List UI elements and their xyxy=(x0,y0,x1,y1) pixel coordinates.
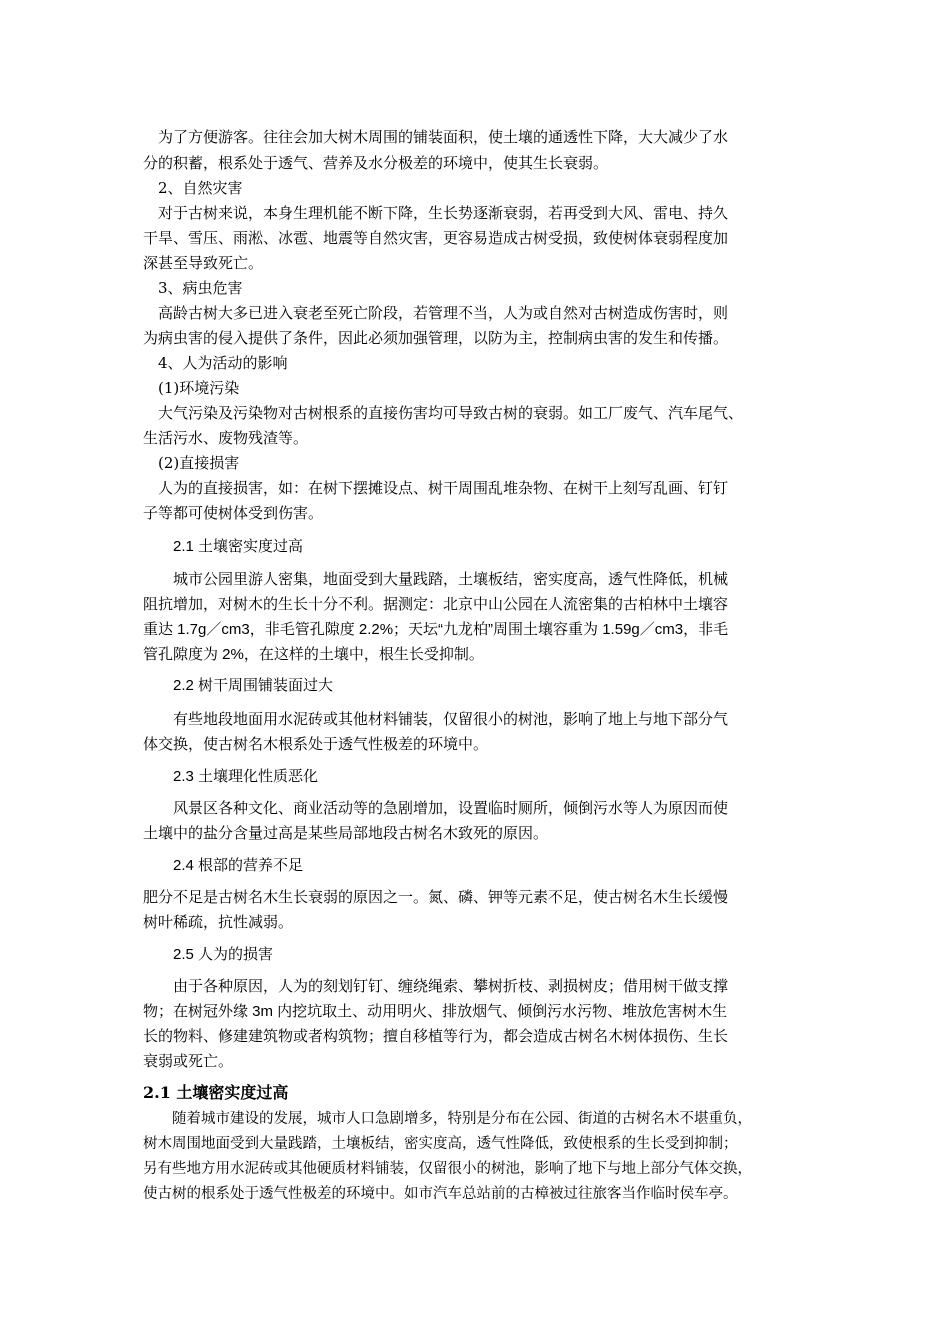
section-heading: 2、自然灾害 xyxy=(143,179,243,197)
text-line: 城市公园里游人密集，地面受到大量践踏，土壤板结，密实度高，透气性降低，机械 xyxy=(143,571,729,588)
text-line: 阻抗增加，对树木的生长十分不利。据测定：北京中山公园在人流密集的古柏林中土壤容 xyxy=(143,596,729,613)
subsection-heading: (1)环境污染 xyxy=(143,379,240,397)
section-heading: 2.1 土壤密实度过高 xyxy=(143,538,304,555)
text-line: 子等都可使树体受到伤害。 xyxy=(143,504,324,522)
text-line: 衰弱或死亡。 xyxy=(143,1053,234,1070)
section-heading: 2.2 树干周围铺装面过大 xyxy=(143,677,334,694)
text-line: 使古树的根系处于透气性极差的环境中。如市汽车总站前的古樟被过往旅客当作临时侯车亭。 xyxy=(143,1186,738,1202)
text-line: 对于古树来说，本身生理机能不断下降，生长势逐渐衰弱，若再受到大风、雷电、持久 xyxy=(143,204,729,222)
text-line: 由于各种原因，人为的刻划钉钉、缠绕绳索、攀树折枝、剥损树皮；借用树干做支撑 xyxy=(143,978,729,995)
text-line: 管孔隙度为 2%，在这样的土壤中，根生长受抑制。 xyxy=(143,646,484,663)
text-line: 为病虫害的侵入提供了条件，因此必须加强管理，以防为主，控制病虫害的发生和传播。 xyxy=(143,329,729,347)
text-line: 为了方便游客。往往会加大树木周围的铺装面积，使土壤的通透性下降，大大减少了水 xyxy=(143,128,729,146)
text-line: 高龄古树大多已进入衰老至死亡阶段，若管理不当，人为或自然对古树造成伤害时，则 xyxy=(143,304,729,322)
text-line: 体交换，使古树名木根系处于透气性极差的环境中。 xyxy=(143,736,489,753)
text-line: 肥分不足是古树名木生长衰弱的原因之一。氮、磷、钾等元素不足，使古树名木生长缓慢 xyxy=(143,889,729,906)
section-heading: 4、人为活动的影响 xyxy=(143,354,288,372)
text-line: 深甚至导致死亡。 xyxy=(143,254,264,272)
text-line: 随着城市建设的发展，城市人口急剧增多，特别是分布在公园、街道的古树名木不堪重负， xyxy=(143,1111,752,1127)
subsection-heading: (2)直接损害 xyxy=(143,454,240,472)
text-line: 土壤中的盐分含量过高是某些局部地段古树名木致死的原因。 xyxy=(143,825,549,842)
text-line: 人为的直接损害，如：在树下摆摊设点、树干周围乱堆杂物、在树干上刻写乱画、钉钉 xyxy=(143,479,729,497)
section-heading: 2.3 土壤理化性质恶化 xyxy=(143,768,319,785)
text-line: 重达 1.7g／cm3，非毛管孔隙度 2.2%；天坛“九龙柏”周围土壤容重为 1.59g／cm3，非毛 xyxy=(143,621,729,638)
section-heading: 3、病虫危害 xyxy=(143,279,243,297)
text-line: 树木周围地面受到大量践踏，土壤板结，密实度高，透气性降低，致使根系的生长受到抑制； xyxy=(143,1136,738,1152)
text-line: 干旱、雪压、雨淞、冰雹、地震等自然灾害，更容易造成古树受损，致使树体衰弱程度加 xyxy=(143,229,729,247)
text-line: 生活污水、废物残渣等。 xyxy=(143,429,309,447)
bold-section-heading: 2.1 土壤密实度过高 xyxy=(143,1083,289,1102)
text-line: 树叶稀疏，抗性减弱。 xyxy=(143,914,294,931)
text-line: 有些地段地面用水泥砖或其他材料铺装，仅留很小的树池，影响了地上与地下部分气 xyxy=(143,711,729,728)
section-heading: 2.4 根部的营养不足 xyxy=(143,857,304,874)
text-line: 物；在树冠外缘 3m 内挖坑取土、动用明火、排放烟气、倾倒污水污物、堆放危害树木生 xyxy=(143,1003,728,1020)
text-line: 大气污染及污染物对古树根系的直接伤害均可导致古树的衰弱。如工厂废气、汽车尾气、 xyxy=(143,404,744,422)
text-line: 风景区各种文化、商业活动等的急剧增加，设置临时厕所，倾倒污水等人为原因而使 xyxy=(143,800,729,817)
text-line: 长的物料、修建建筑物或者构筑物；擅自移植等行为，都会造成古树名木树体损伤、生长 xyxy=(143,1028,729,1045)
section-heading: 2.5 人为的损害 xyxy=(143,946,274,963)
text-line: 另有些地方用水泥砖或其他硬质材料铺装，仅留很小的树池，影响了地下与地上部分气体交换， xyxy=(143,1161,752,1177)
text-line: 分的积蓄，根系处于透气、营养及水分极差的环境中，使其生长衰弱。 xyxy=(143,154,609,172)
